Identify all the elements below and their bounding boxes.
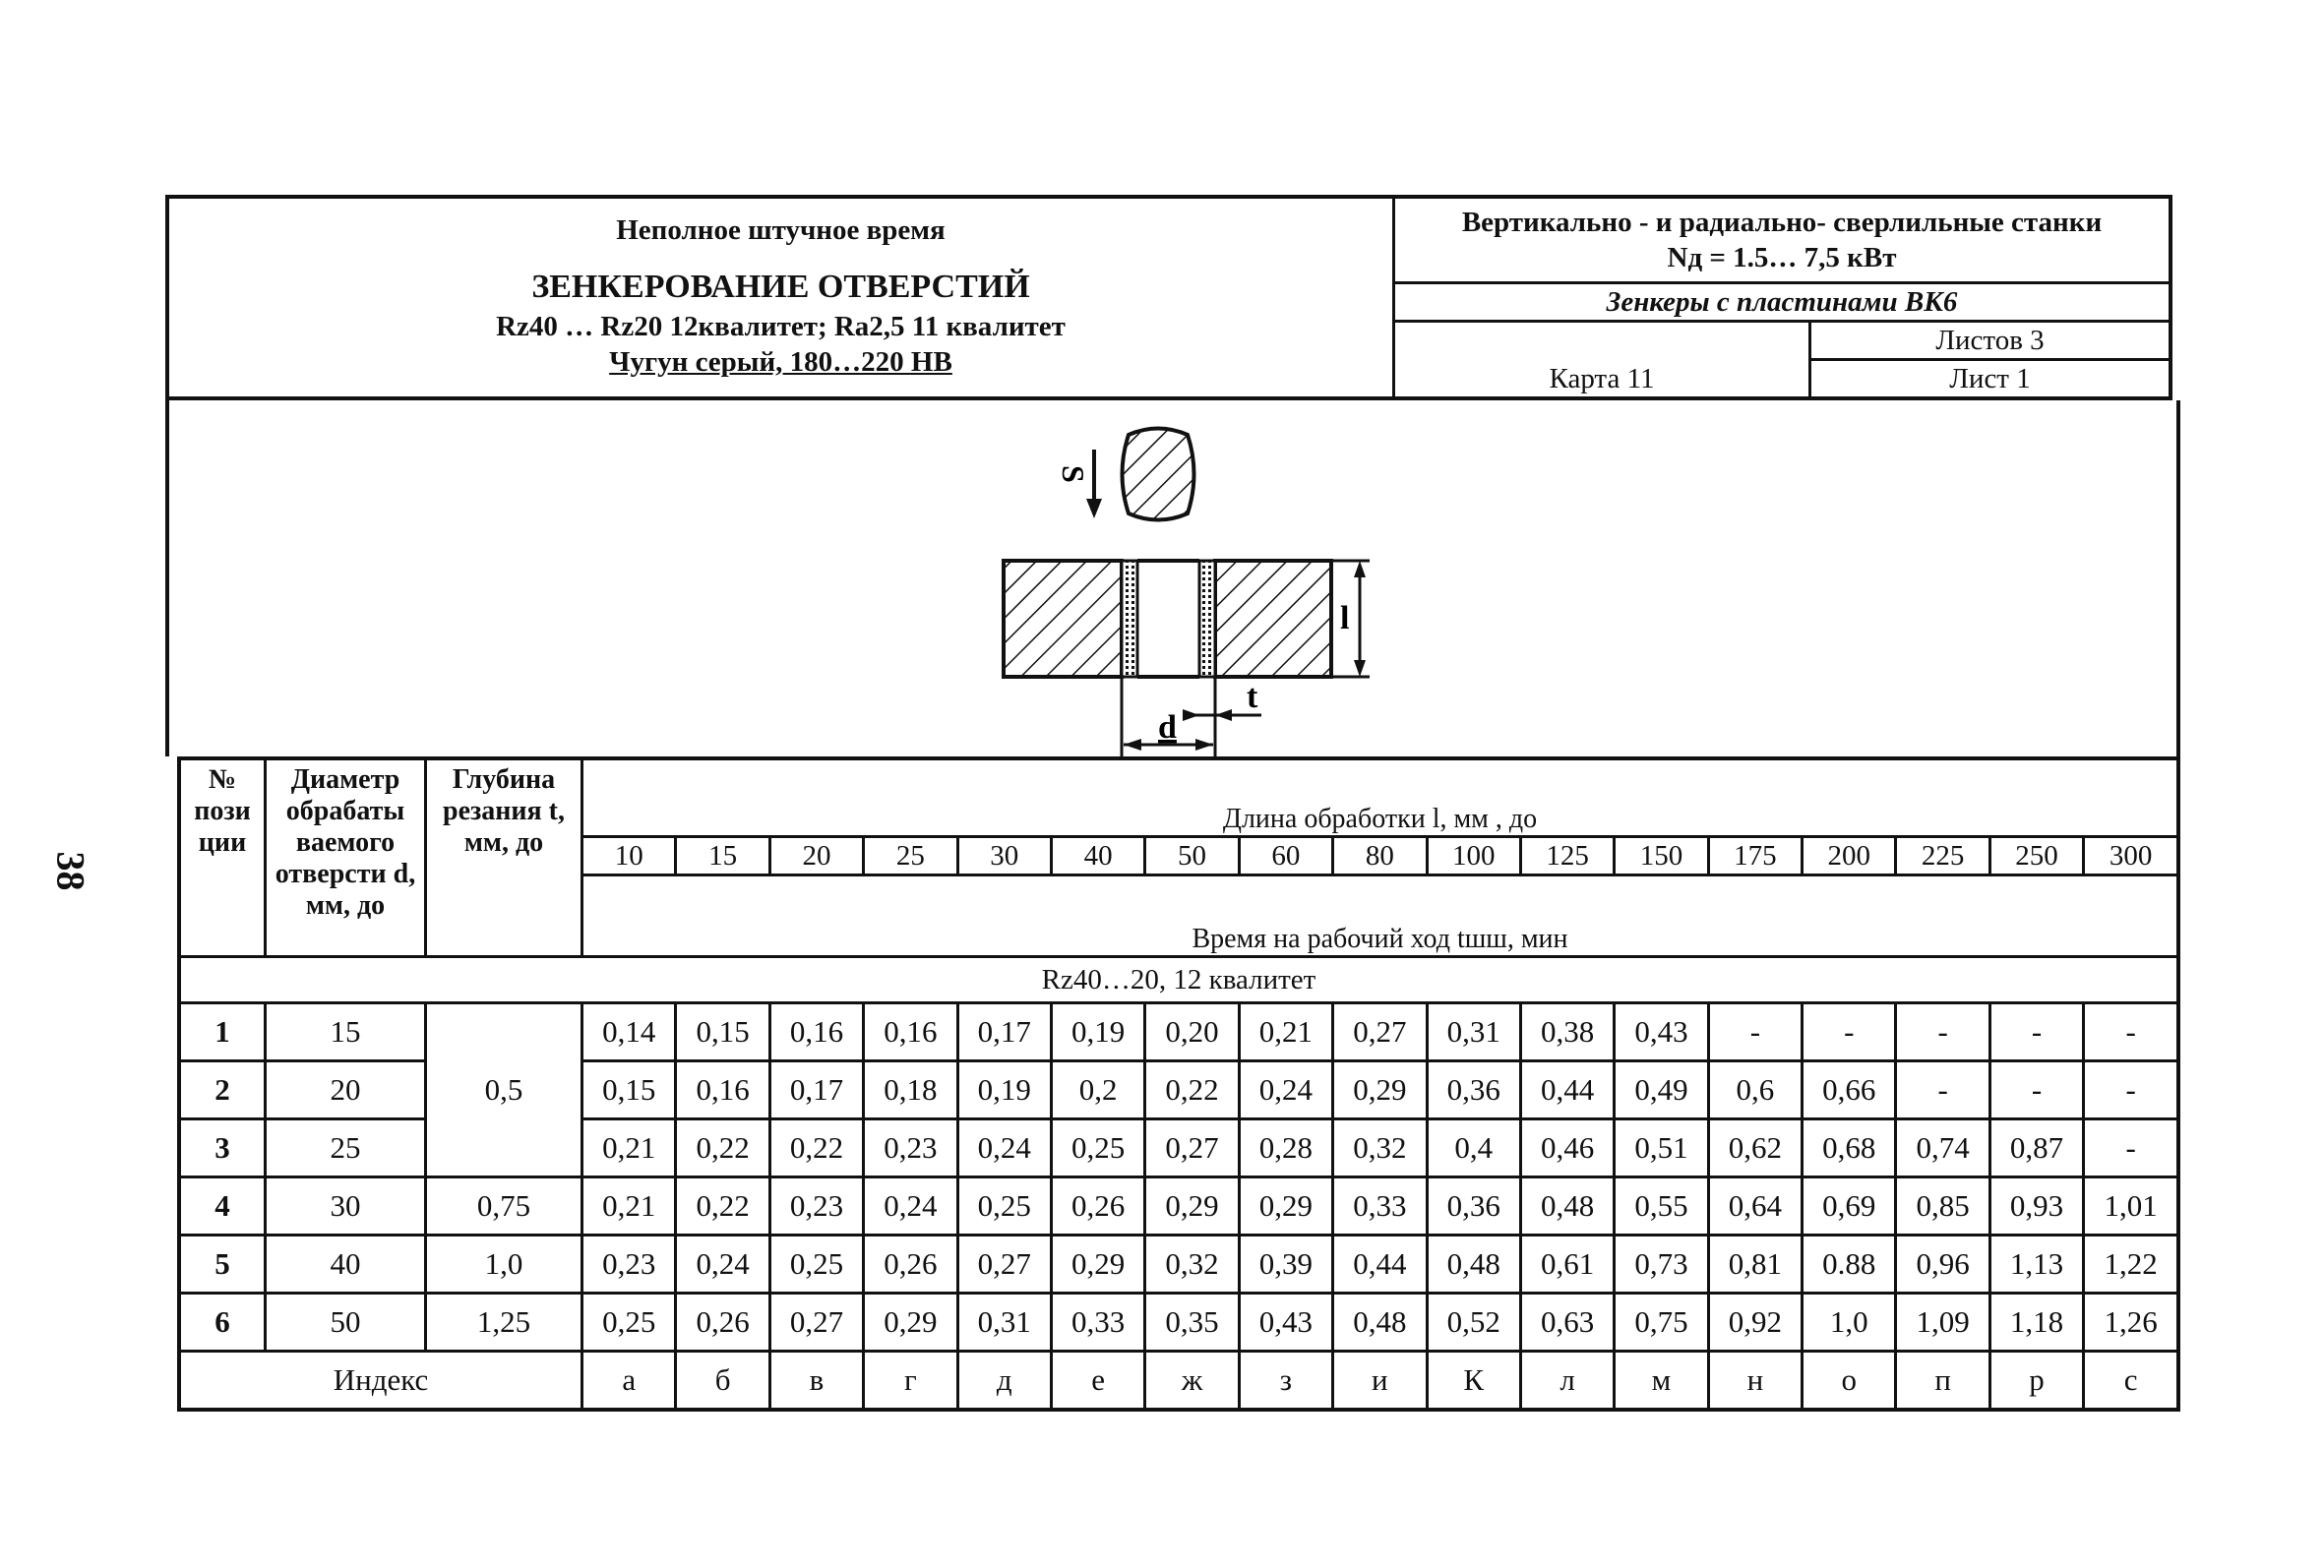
index-letter-cell: о <box>1803 1352 1896 1411</box>
time-value-cell: 0,36 <box>1427 1061 1520 1119</box>
allowance-left <box>1122 561 1137 677</box>
time-value-cell: 0,15 <box>676 1003 769 1061</box>
table-row <box>179 1236 2178 1294</box>
time-value-cell: 0,64 <box>1708 1177 1802 1236</box>
position-cell: 4 <box>179 1177 266 1236</box>
sheets-total: Листов 3 <box>1810 322 2171 360</box>
time-value-cell: 0,38 <box>1520 1003 1614 1061</box>
length-cell: 50 <box>1145 837 1239 875</box>
time-value-cell: 0,75 <box>1615 1294 1708 1352</box>
time-value-cell: 0,18 <box>864 1061 957 1119</box>
position-cell: 5 <box>179 1236 266 1294</box>
time-value-cell: 0,26 <box>676 1294 769 1352</box>
time-value-cell: 0,73 <box>1615 1236 1708 1294</box>
length-cell: 225 <box>1896 837 1989 875</box>
quality-line: Rz40 … Rz20 12квалитет; Ra2,5 11 квалитет <box>496 311 1066 342</box>
index-letter-cell: п <box>1896 1352 1989 1411</box>
length-cell: 300 <box>2084 837 2178 875</box>
time-value-cell: 0,25 <box>582 1294 676 1352</box>
position-cell: 6 <box>179 1294 266 1352</box>
table-row <box>179 1294 2178 1352</box>
time-value-cell: 0,31 <box>957 1294 1051 1352</box>
diameter-cell: 40 <box>266 1236 426 1294</box>
time-value-cell: 0,21 <box>582 1119 676 1177</box>
index-letter-cell: р <box>1989 1352 2083 1411</box>
time-value-cell: 1,09 <box>1896 1294 1989 1352</box>
time-value-cell: 0,44 <box>1333 1236 1427 1294</box>
time-value-cell: - <box>1896 1061 1989 1119</box>
time-value-cell: - <box>1989 1003 2083 1061</box>
length-cell: 100 <box>1427 837 1520 875</box>
index-letter-cell: и <box>1333 1352 1427 1411</box>
col-diameter-header: Диаметр обрабаты ваемого отверсти d, мм, до <box>266 758 426 957</box>
table-body <box>179 1003 2178 1352</box>
index-letter-cell: а <box>582 1352 676 1411</box>
index-letter-cell: д <box>957 1352 1051 1411</box>
length-cell: 150 <box>1615 837 1708 875</box>
position-cell: 3 <box>179 1119 266 1177</box>
time-value-cell: 0,27 <box>1145 1119 1239 1177</box>
time-value-cell: 0,74 <box>1896 1119 1989 1177</box>
index-letter-cell: н <box>1708 1352 1802 1411</box>
length-cell: 250 <box>1989 837 2083 875</box>
time-value-cell: 0,66 <box>1803 1061 1896 1119</box>
time-value-cell: 0.88 <box>1803 1236 1896 1294</box>
tool-icon <box>1123 429 1194 520</box>
index-label: Индекс <box>179 1352 582 1411</box>
time-value-cell: 0,19 <box>1051 1003 1144 1061</box>
length-label: l <box>1340 600 1350 636</box>
time-value-cell: 0,19 <box>957 1061 1051 1119</box>
time-value-cell: 0,26 <box>864 1236 957 1294</box>
depth-cell: 1,0 <box>426 1236 582 1294</box>
page-title: ЗЕНКЕРОВАНИЕ ОТВЕРСТИЙ <box>531 269 1030 305</box>
depth-label: t <box>1247 679 1258 715</box>
time-value-cell: 0,49 <box>1615 1061 1708 1119</box>
time-value-cell: 1,13 <box>1989 1236 2083 1294</box>
header-table <box>165 195 2172 400</box>
time-value-cell: 0,92 <box>1708 1294 1802 1352</box>
time-value-cell: - <box>2084 1061 2178 1119</box>
subtitle: Неполное штучное время <box>616 214 946 246</box>
length-cell: 20 <box>769 837 863 875</box>
page-number: 38 <box>48 851 93 891</box>
time-value-cell: 0,22 <box>676 1119 769 1177</box>
index-letter-cell: с <box>2084 1352 2178 1411</box>
length-cell: 25 <box>864 837 957 875</box>
time-value-cell: 0,28 <box>1239 1119 1332 1177</box>
time-value-cell: 0,23 <box>769 1177 863 1236</box>
time-value-cell: 0,29 <box>864 1294 957 1352</box>
time-value-cell: 0,22 <box>1145 1061 1239 1119</box>
time-value-cell: 0,29 <box>1051 1236 1144 1294</box>
time-value-cell: 0,68 <box>1803 1119 1896 1177</box>
tool-type: Зенкеры с пластинами ВК6 <box>1394 283 2171 322</box>
time-value-cell: 0,17 <box>769 1061 863 1119</box>
index-letter-cell: г <box>864 1352 957 1411</box>
time-value-cell: 0,29 <box>1239 1177 1332 1236</box>
time-value-cell: 0,21 <box>582 1177 676 1236</box>
time-value-cell: 0,16 <box>769 1003 863 1061</box>
length-cell: 60 <box>1239 837 1332 875</box>
time-value-cell: 0,48 <box>1427 1236 1520 1294</box>
col-depth-header: Глубина резания t, мм, до <box>426 758 582 957</box>
col-position-header: № пози ции <box>179 758 266 957</box>
time-value-cell: 0,52 <box>1427 1294 1520 1352</box>
time-value-cell: 0,55 <box>1615 1177 1708 1236</box>
time-value-cell: 0,87 <box>1989 1119 2083 1177</box>
time-value-cell: 0,16 <box>864 1003 957 1061</box>
time-value-cell: 0,39 <box>1239 1236 1332 1294</box>
workpiece-right <box>1215 561 1331 677</box>
time-header: Время на рабочий ход tшш, мин <box>582 875 2179 957</box>
time-value-cell: 0,16 <box>676 1061 769 1119</box>
time-value-cell: 0,29 <box>1145 1177 1239 1236</box>
length-cell: 175 <box>1708 837 1802 875</box>
diameter-label: d <box>1158 709 1177 746</box>
index-letter-cell: е <box>1051 1352 1144 1411</box>
time-value-cell: 0,22 <box>769 1119 863 1177</box>
time-value-cell: 0,27 <box>1333 1003 1427 1061</box>
index-letter-cell: ж <box>1145 1352 1239 1411</box>
sheet-number: Лист 1 <box>1810 360 2171 399</box>
time-value-cell: - <box>1896 1003 1989 1061</box>
operation-sketch <box>165 400 2180 756</box>
index-letter-cell: К <box>1427 1352 1520 1411</box>
index-letter-cell: м <box>1615 1352 1708 1411</box>
time-table <box>177 756 2180 1412</box>
time-value-cell: 0,51 <box>1615 1119 1708 1177</box>
time-value-cell: 0,63 <box>1520 1294 1614 1352</box>
length-cell: 30 <box>957 837 1051 875</box>
time-value-cell: 1,0 <box>1803 1294 1896 1352</box>
title-block <box>167 197 1394 398</box>
time-value-cell: 0,25 <box>769 1236 863 1294</box>
length-cell: 10 <box>582 837 676 875</box>
time-value-cell: 0,14 <box>582 1003 676 1061</box>
time-value-cell: - <box>1803 1003 1896 1061</box>
time-value-cell: 0,44 <box>1520 1061 1614 1119</box>
time-value-cell: 0,81 <box>1708 1236 1802 1294</box>
time-value-cell: 0,15 <box>582 1061 676 1119</box>
time-value-cell: 0,17 <box>957 1003 1051 1061</box>
time-value-cell: 0,43 <box>1239 1294 1332 1352</box>
time-value-cell: 0,36 <box>1427 1177 1520 1236</box>
time-value-cell: - <box>1708 1003 1802 1061</box>
time-value-cell: 0,48 <box>1333 1294 1427 1352</box>
diameter-cell: 15 <box>266 1003 426 1061</box>
time-value-cell: 0,24 <box>1239 1061 1332 1119</box>
time-value-cell: 0,93 <box>1989 1177 2083 1236</box>
time-value-cell: 0,27 <box>769 1294 863 1352</box>
time-value-cell: 0,20 <box>1145 1003 1239 1061</box>
time-value-cell: 0,48 <box>1520 1177 1614 1236</box>
index-row <box>179 1352 2178 1411</box>
index-letter-cell: в <box>769 1352 863 1411</box>
section-header: Rz40…20, 12 квалитет <box>179 957 2178 1003</box>
time-value-cell: 0,85 <box>1896 1177 1989 1236</box>
time-value-cell: - <box>2084 1119 2178 1177</box>
time-value-cell: 0,22 <box>676 1177 769 1236</box>
length-cell: 200 <box>1803 837 1896 875</box>
table-row <box>179 1003 2178 1061</box>
time-value-cell: 0,24 <box>676 1236 769 1294</box>
time-value-cell: 0,96 <box>1896 1236 1989 1294</box>
time-value-cell: 0,46 <box>1520 1119 1614 1177</box>
machine-type: Вертикально - и радиально- сверлильные станки <box>1461 207 2103 238</box>
document <box>165 195 2172 1412</box>
position-cell: 2 <box>179 1061 266 1119</box>
time-value-cell: 0,43 <box>1615 1003 1708 1061</box>
time-value-cell: 0,33 <box>1333 1177 1427 1236</box>
time-value-cell: 0,61 <box>1520 1236 1614 1294</box>
time-value-cell: 0,24 <box>864 1177 957 1236</box>
time-value-cell: 0,32 <box>1145 1236 1239 1294</box>
time-value-cell: - <box>1989 1061 2083 1119</box>
time-value-cell: 0,27 <box>957 1236 1051 1294</box>
time-value-cell: 0,62 <box>1708 1119 1802 1177</box>
power-rating: Nд = 1.5… 7,5 кВт <box>1667 242 1897 273</box>
time-value-cell: 0,69 <box>1803 1177 1896 1236</box>
time-value-cell: 1,01 <box>2084 1177 2178 1236</box>
time-value-cell: 1,22 <box>2084 1236 2178 1294</box>
time-value-cell: 0,25 <box>1051 1119 1144 1177</box>
machine-cell <box>1394 197 2171 283</box>
time-value-cell: 0,26 <box>1051 1177 1144 1236</box>
allowance-right <box>1199 561 1215 677</box>
position-cell: 1 <box>179 1003 266 1061</box>
time-value-cell: 0,31 <box>1427 1003 1520 1061</box>
material-line: Чугун серый, 180…220 НВ <box>609 346 952 378</box>
time-value-cell: 0,23 <box>864 1119 957 1177</box>
workpiece-left <box>1004 561 1122 677</box>
time-value-cell: 0,35 <box>1145 1294 1239 1352</box>
time-value-cell: 0,25 <box>957 1177 1051 1236</box>
length-cell: 80 <box>1333 837 1427 875</box>
length-cell: 125 <box>1520 837 1614 875</box>
index-letter-cell: з <box>1239 1352 1332 1411</box>
depth-cell: 0,5 <box>426 1003 582 1177</box>
feed-label: S <box>1056 465 1091 483</box>
time-value-cell: - <box>2084 1003 2178 1061</box>
time-value-cell: 0,23 <box>582 1236 676 1294</box>
index-letter-cell: л <box>1520 1352 1614 1411</box>
diameter-cell: 20 <box>266 1061 426 1119</box>
length-header: Длина обработки l, мм , до <box>582 758 2179 837</box>
time-value-cell: 1,18 <box>1989 1294 2083 1352</box>
time-value-cell: 1,26 <box>2084 1294 2178 1352</box>
depth-cell: 1,25 <box>426 1294 582 1352</box>
time-value-cell: 0,32 <box>1333 1119 1427 1177</box>
diameter-cell: 25 <box>266 1119 426 1177</box>
time-value-cell: 0,29 <box>1333 1061 1427 1119</box>
diameter-cell: 30 <box>266 1177 426 1236</box>
time-value-cell: 0,6 <box>1708 1061 1802 1119</box>
diameter-cell: 50 <box>266 1294 426 1352</box>
depth-cell: 0,75 <box>426 1177 582 1236</box>
card-number: Карта 11 <box>1394 322 1810 399</box>
length-cell: 40 <box>1051 837 1144 875</box>
time-value-cell: 0,24 <box>957 1119 1051 1177</box>
time-value-cell: 0,21 <box>1239 1003 1332 1061</box>
time-value-cell: 0,2 <box>1051 1061 1144 1119</box>
time-value-cell: 0,4 <box>1427 1119 1520 1177</box>
index-letter-cell: б <box>676 1352 769 1411</box>
counterbore-drawing <box>169 400 2176 756</box>
length-cell: 15 <box>676 837 769 875</box>
table-row <box>179 1177 2178 1236</box>
time-value-cell: 0,33 <box>1051 1294 1144 1352</box>
